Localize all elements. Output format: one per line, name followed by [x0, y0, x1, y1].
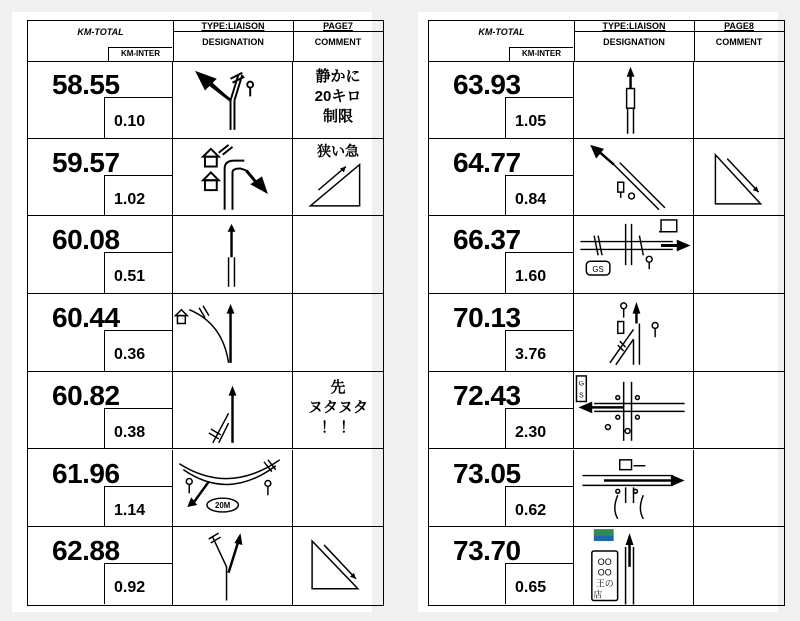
roadbook-row: [28, 216, 383, 294]
roadbook-row: [429, 294, 784, 372]
km-inter-value: 1.02: [114, 190, 146, 208]
table-header: [28, 21, 383, 62]
comment-header: COMMENT: [715, 37, 763, 47]
roadbook-page-left: [12, 12, 372, 612]
km-inter-value: 1.14: [114, 501, 146, 519]
km-inter-value: 2.30: [515, 423, 547, 441]
km-total-header: KM-TOTAL: [478, 27, 525, 37]
km-inter-value: 0.62: [515, 501, 547, 519]
km-inter-value: 0.65: [515, 579, 547, 597]
junction-right-turn-gs-icon: [574, 216, 693, 293]
descent-slope-icon: [293, 527, 383, 605]
designation-header: DESIGNATION: [603, 37, 665, 47]
crossroad-left-turn-gs-icon: [574, 372, 693, 449]
shop-text-4: 店: [593, 589, 603, 600]
km-total-value: 62.88: [52, 535, 120, 567]
type-header: TYPE:LIAISON: [602, 21, 666, 31]
km-total-value: 59.57: [52, 146, 120, 178]
hairpin-turn-tulip-icon: [173, 450, 292, 527]
km-total-value: 60.08: [52, 224, 120, 256]
right-curve-tulip-icon: [173, 139, 292, 216]
t-junction-right-turn-icon: [574, 450, 693, 527]
roadbook-table: [27, 20, 384, 606]
comment-text: 静かに 20キロ 制限: [314, 68, 362, 125]
km-total-value: 58.55: [52, 69, 120, 100]
speed-label: 20M: [215, 500, 231, 510]
gs-label: GS: [592, 265, 604, 275]
km-total-value: 61.96: [52, 457, 120, 489]
gs-label-s: S: [579, 392, 584, 400]
km-total-value: 63.93: [453, 69, 521, 100]
type-header: TYPE:LIAISON: [201, 21, 265, 31]
roadbook-row: [28, 372, 383, 450]
comment-header: COMMENT: [314, 37, 362, 47]
straight-shop-landmark-icon: [574, 527, 693, 605]
km-total-header: KM-TOTAL: [77, 27, 124, 37]
km-total-value: 70.13: [453, 302, 521, 334]
gs-label-g: G: [578, 380, 585, 388]
roadbook-row: [429, 216, 784, 294]
roadbook-row: [28, 527, 383, 605]
shop-text-2: OO: [597, 567, 612, 578]
km-total-value: 73.05: [453, 457, 521, 489]
km-total-value: 60.44: [52, 302, 120, 334]
shop-text-3: 王の: [595, 578, 614, 589]
page-label: PAGE7: [323, 21, 353, 31]
km-total-value: 60.82: [52, 379, 120, 411]
designation-header: DESIGNATION: [202, 37, 264, 47]
km-total-value: 64.77: [453, 146, 521, 178]
straight-ahead-tulip-icon: [574, 61, 693, 138]
roadbook-row: [28, 450, 383, 528]
bear-left-tulip-icon: [574, 139, 693, 216]
km-inter-value: 0.51: [114, 268, 146, 286]
keep-right-tulip-icon: [173, 294, 292, 371]
km-inter-value: 0.36: [114, 346, 146, 364]
km-inter-header: KM-INTER: [108, 47, 172, 61]
roadbook-row: [28, 294, 383, 372]
table-header: [429, 21, 784, 62]
roadbook-row: [429, 372, 784, 450]
roadbook-row: [28, 61, 383, 139]
shop-text-1: OO: [597, 557, 612, 568]
page-label: PAGE8: [724, 21, 754, 31]
roadbook-row: [28, 139, 383, 217]
km-total-value: 72.43: [453, 379, 521, 411]
km-inter-value: 0.84: [515, 190, 547, 208]
km-total-value: 73.70: [453, 535, 521, 567]
km-inter-value: 3.76: [515, 346, 547, 364]
roadbook-table: [428, 20, 785, 606]
comment-text: 狭い急: [317, 142, 359, 159]
bear-right-tulip-icon: [173, 527, 292, 605]
km-inter-value: 0.38: [114, 423, 146, 441]
km-inter-value: 0.92: [114, 579, 146, 597]
roadbook-row: [429, 61, 784, 139]
km-total-value: 66.37: [453, 224, 521, 256]
straight-with-left-fork-icon: [574, 294, 693, 371]
roadbook-row: [429, 450, 784, 528]
km-inter-value: 1.05: [515, 113, 547, 130]
km-inter-header: KM-INTER: [509, 47, 573, 61]
km-inter-value: 1.60: [515, 268, 547, 286]
descent-slope-icon: [694, 139, 784, 216]
km-inter-value: 0.10: [114, 113, 146, 130]
steep-slope-icon: [293, 139, 383, 216]
roadbook-row: [429, 139, 784, 217]
left-fork-tulip-icon: [173, 61, 292, 138]
roadbook-page-right: [418, 12, 778, 612]
straight-ahead-tulip-icon: [173, 216, 292, 293]
straight-with-left-branch-icon: [173, 372, 292, 449]
comment-text: 先 ヌタヌタ ！ ！: [307, 378, 368, 436]
roadbook-row: [429, 527, 784, 605]
